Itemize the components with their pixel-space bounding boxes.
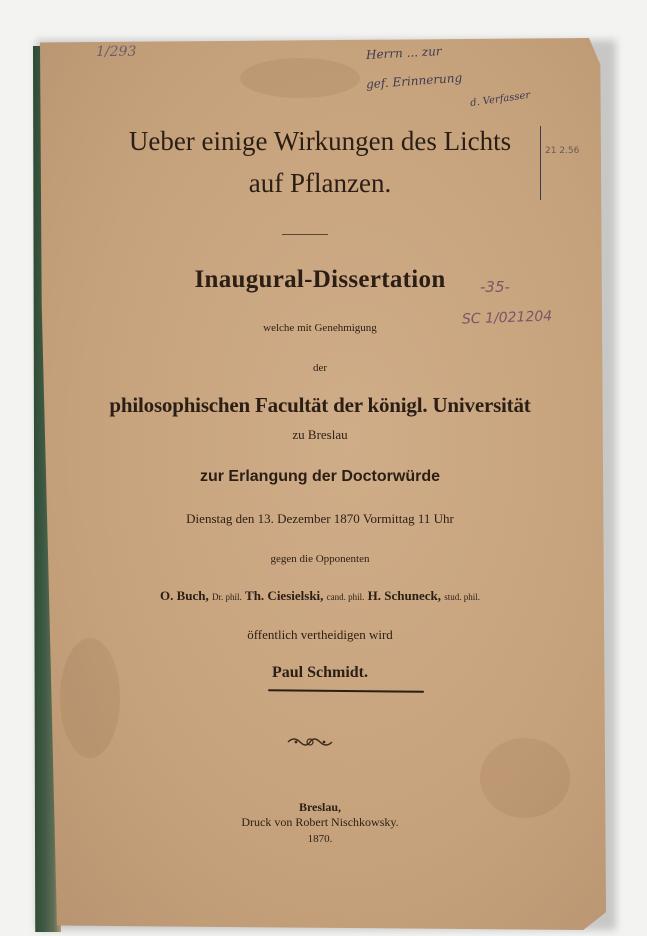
opponent-name: O. Buch, bbox=[160, 588, 209, 603]
publication-year: 1870. bbox=[307, 833, 333, 845]
title-divider bbox=[282, 234, 328, 235]
title-line-1: Ueber einige Wirkungen des Lichts bbox=[128, 126, 512, 156]
pencil-reference: SC 1/021204 bbox=[461, 308, 553, 328]
paper-stain bbox=[240, 58, 360, 98]
der-line: der bbox=[312, 362, 328, 374]
opponents-list bbox=[60, 588, 580, 604]
dissertation-heading: Inaugural-Dissertation bbox=[194, 266, 446, 293]
paper-stain bbox=[60, 638, 120, 758]
city-line: zu Breslau bbox=[292, 427, 348, 442]
handwritten-dedication-line2: gef. Erinnerung bbox=[365, 70, 463, 92]
date-line: Dienstag den 13. Dezember 1870 Vormittag 11 Uhr bbox=[186, 511, 454, 526]
degree-line: zur Erlangung der Doctorwürde bbox=[199, 468, 440, 485]
handwritten-dedication-line3: d. Verfasser bbox=[469, 89, 531, 110]
defend-line: öffentlich vertheidigen wird bbox=[247, 627, 393, 642]
author-name: Paul Schmidt. bbox=[271, 664, 368, 681]
margin-number: 21 2.56 bbox=[545, 146, 580, 156]
publication-city: Breslau, bbox=[298, 800, 342, 814]
approval-line: welche mit Genehmigung bbox=[263, 322, 377, 334]
opponent-name: Th. Ciesielski, bbox=[245, 588, 324, 603]
opponents-intro: gegen die Opponenten bbox=[270, 553, 370, 565]
opponent-degree: Dr. phil. bbox=[212, 592, 242, 602]
opponent-name: H. Schuneck, bbox=[367, 588, 441, 603]
pencil-price: -35- bbox=[480, 278, 510, 296]
handwritten-corner-number: 1/293 bbox=[96, 44, 137, 60]
printer-line: Druck von Robert Nischkowsky. bbox=[241, 815, 399, 829]
title-line-2: auf Pflanzen. bbox=[248, 168, 392, 198]
opponent-degree: cand. phil. bbox=[326, 592, 365, 602]
ornament-icon bbox=[286, 734, 334, 750]
faculty-line: philosophischen Facultät der königl. Universität bbox=[109, 393, 531, 417]
opponent-degree: stud. phil. bbox=[444, 592, 480, 602]
handwritten-dedication-line1: Herrn ... zur bbox=[365, 44, 442, 62]
